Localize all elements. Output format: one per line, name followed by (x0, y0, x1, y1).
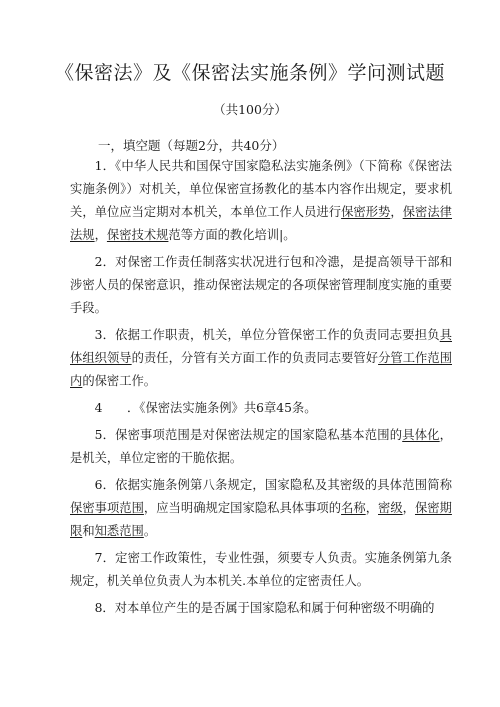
question-text: 8．对本单位产生的是否属于国家隐私和属于何种密级不明确的 (94, 601, 435, 615)
underlined-answer: 保密形势 (341, 205, 391, 219)
underlined-answer: 知悉范围 (94, 524, 144, 538)
underlined-answer: 保密期限 (70, 501, 452, 538)
question-text: ，应当明确规定国家隐私具体事项的 (143, 501, 342, 515)
question-list (70, 155, 452, 624)
document-title: 《保密法》及《保密法实施条例》学问测试题 (54, 62, 445, 84)
question-item (70, 251, 452, 320)
question-item (70, 397, 452, 420)
underlined-answer: 保密事项范围 (70, 501, 144, 515)
question-text: ， (390, 205, 403, 219)
underlined-answer: 密级 (378, 501, 403, 515)
question-text: 和 (82, 524, 95, 538)
question-text: 7．定密工作政策性，专业性强，须要专人负责。实施条例第九条规定，机关单位负责人为本机关.本单位的定密责任人。 (70, 551, 452, 588)
question-text: ， (402, 501, 415, 515)
underlined-answer: 保密法律法规 (70, 205, 452, 242)
underlined-answer: 分管工作范围内 (70, 351, 452, 388)
question-text: 3．依据工作职责，机关，单位分管保密工作的负责同志要担负 (94, 328, 440, 342)
document-subtitle: （共100分） (213, 102, 287, 117)
question-text: 1．《中华人民共和国保守国家隐私法实施条例》（下简称《保密法实施条例》）对机关，单位保密宣扬教化的基本内容作出规定，要求机关，单位应当定期对本机关，本单位工作人员进行 (70, 159, 452, 219)
question-item (70, 155, 452, 247)
underlined-answer: 名称 (341, 501, 366, 515)
question-item (70, 324, 452, 393)
question-text: 的保密工作。 (82, 374, 157, 388)
question-text: 范等方面的教化培训|。 (168, 228, 296, 242)
underlined-answer: 保密技术规 (106, 228, 169, 242)
question-text: 2．对保密工作责任制落实状况进行包和冷漶，是提高领导干部和涉密人员的保密意识，推动保密法规定的各项保密管理制度实施的重要手段。 (70, 255, 452, 315)
question-text: ，是机关，单位定密的干脆依据。 (70, 428, 452, 465)
question-text: 5．保密事项范围是对保密法规定的国家隐私基本范围的 (94, 428, 403, 442)
question-item (70, 474, 452, 543)
question-item (70, 597, 452, 620)
question-text: 的责任，分管有关方面工作的负责同志要管好 (131, 351, 379, 365)
question-item (70, 424, 452, 470)
question-text: ， (365, 501, 379, 515)
underlined-answer: 具体化 (402, 428, 440, 442)
question-text: 。 (143, 524, 157, 538)
question-text: ， (94, 228, 107, 242)
underlined-answer: 具体组织领导 (70, 328, 452, 365)
question-item (70, 547, 452, 593)
question-text: 4 ．《保密法实施条例》共6章45条。 (94, 401, 317, 415)
section-heading: 一，填空题（每题2分，共40分） (98, 138, 285, 153)
question-text: 6．依据实施条例第八条规定，国家隐私及其密级的具体范围简称 (94, 478, 452, 492)
